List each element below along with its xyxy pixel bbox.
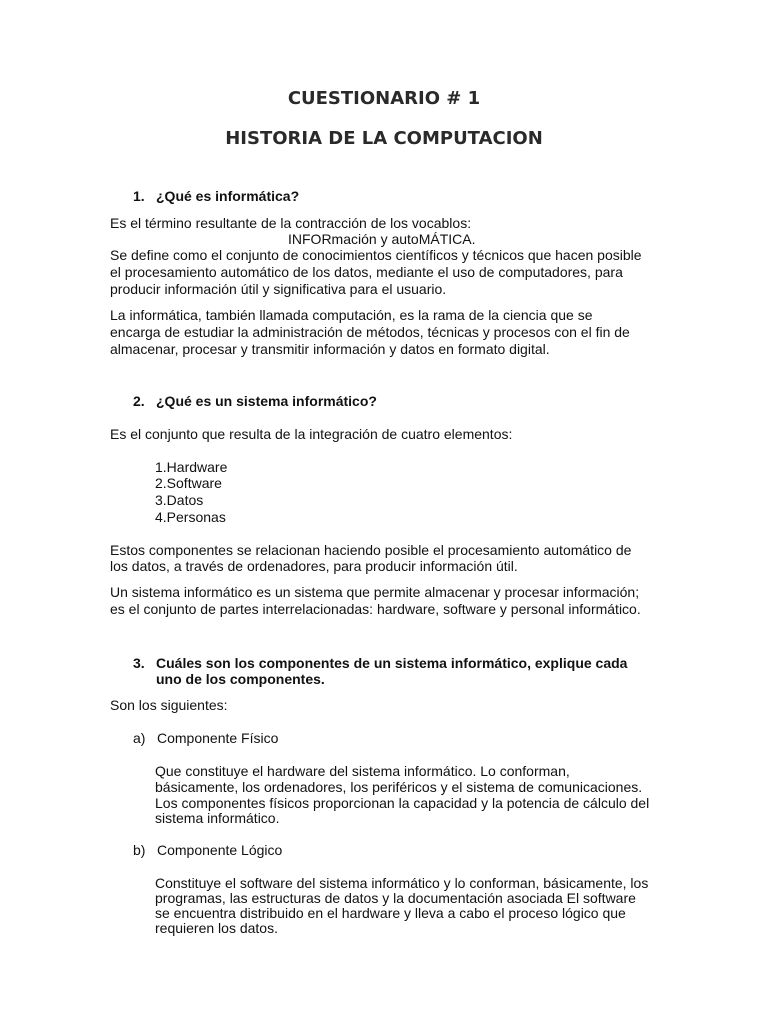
- paragraph-line: producir información útil y significativa para el usuario.: [110, 281, 447, 297]
- paragraph-line: programas, las estructuras de datos y la documentación asociada El software: [155, 890, 636, 906]
- paragraph-line: sistema informático.: [155, 810, 280, 826]
- question-number: 3.: [133, 655, 145, 671]
- paragraph-line: Son los siguientes:: [110, 697, 228, 713]
- item-label: a): [133, 730, 146, 746]
- item-title: Componente Físico: [157, 730, 279, 746]
- paragraph-line: INFORmación y autoMÁTICA.: [288, 231, 476, 247]
- paragraph-line: Constituye el software del sistema informático y lo conforman, básicamente, los: [155, 875, 649, 891]
- list-item: 4.Personas: [155, 509, 226, 525]
- paragraph-line: almacenar, procesar y transmitir información y datos en formato digital.: [110, 341, 550, 357]
- paragraph-line: Se define como el conjunto de conocimientos científicos y técnicos que hacen posible: [110, 247, 642, 263]
- paragraph-line: se encuentra distribuido en el hardware y lleva a cabo el proceso lógico que: [155, 905, 626, 921]
- paragraph-line: Los componentes físicos proporcionan la capacidad y la potencia de cálculo del: [155, 795, 650, 811]
- paragraph-line: los datos, a través de ordenadores, para producir información útil.: [110, 558, 518, 574]
- paragraph-line: el procesamiento automático de los datos, mediante el uso de computadores, para: [110, 264, 623, 280]
- document-subtitle: HISTORIA DE LA COMPUTACION: [225, 128, 543, 149]
- question-number: 1.: [133, 188, 145, 204]
- question-text: ¿Qué es informática?: [156, 188, 300, 204]
- paragraph-line: La informática, también llamada computación, es la rama de la ciencia que se: [110, 307, 593, 323]
- paragraph-line: Un sistema informático es un sistema que permite almacenar y procesar información;: [110, 584, 640, 600]
- question-text: uno de los componentes.: [156, 671, 325, 687]
- paragraph-line: básicamente, los ordenadores, los periféricos y el sistema de comunicaciones.: [155, 779, 643, 795]
- question-text: Cuáles son los componentes de un sistema informático, explique cada: [156, 655, 628, 671]
- paragraph-line: encarga de estudiar la administración de métodos, técnicas y procesos con el fin de: [110, 324, 630, 340]
- paragraph-line: requieren los datos.: [155, 920, 278, 936]
- question-number: 2.: [133, 393, 145, 409]
- paragraph-line: Que constituye el hardware del sistema informático. Lo conforman,: [155, 763, 570, 779]
- paragraph-line: Estos componentes se relacionan haciendo posible el procesamiento automático de: [110, 542, 632, 558]
- list-item: 2.Software: [155, 475, 222, 491]
- list-item: 3.Datos: [155, 492, 204, 508]
- item-title: Componente Lógico: [157, 842, 283, 858]
- list-item: 1.Hardware: [155, 459, 228, 475]
- paragraph-line: Es el conjunto que resulta de la integración de cuatro elementos:: [110, 426, 513, 442]
- paragraph-line: Es el término resultante de la contracción de los vocablos:: [110, 215, 472, 231]
- paragraph-line: es el conjunto de partes interrelacionadas: hardware, software y personal informático.: [110, 601, 641, 617]
- document-title: CUESTIONARIO # 1: [287, 88, 481, 109]
- question-text: ¿Qué es un sistema informático?: [156, 393, 377, 409]
- item-label: b): [133, 842, 146, 858]
